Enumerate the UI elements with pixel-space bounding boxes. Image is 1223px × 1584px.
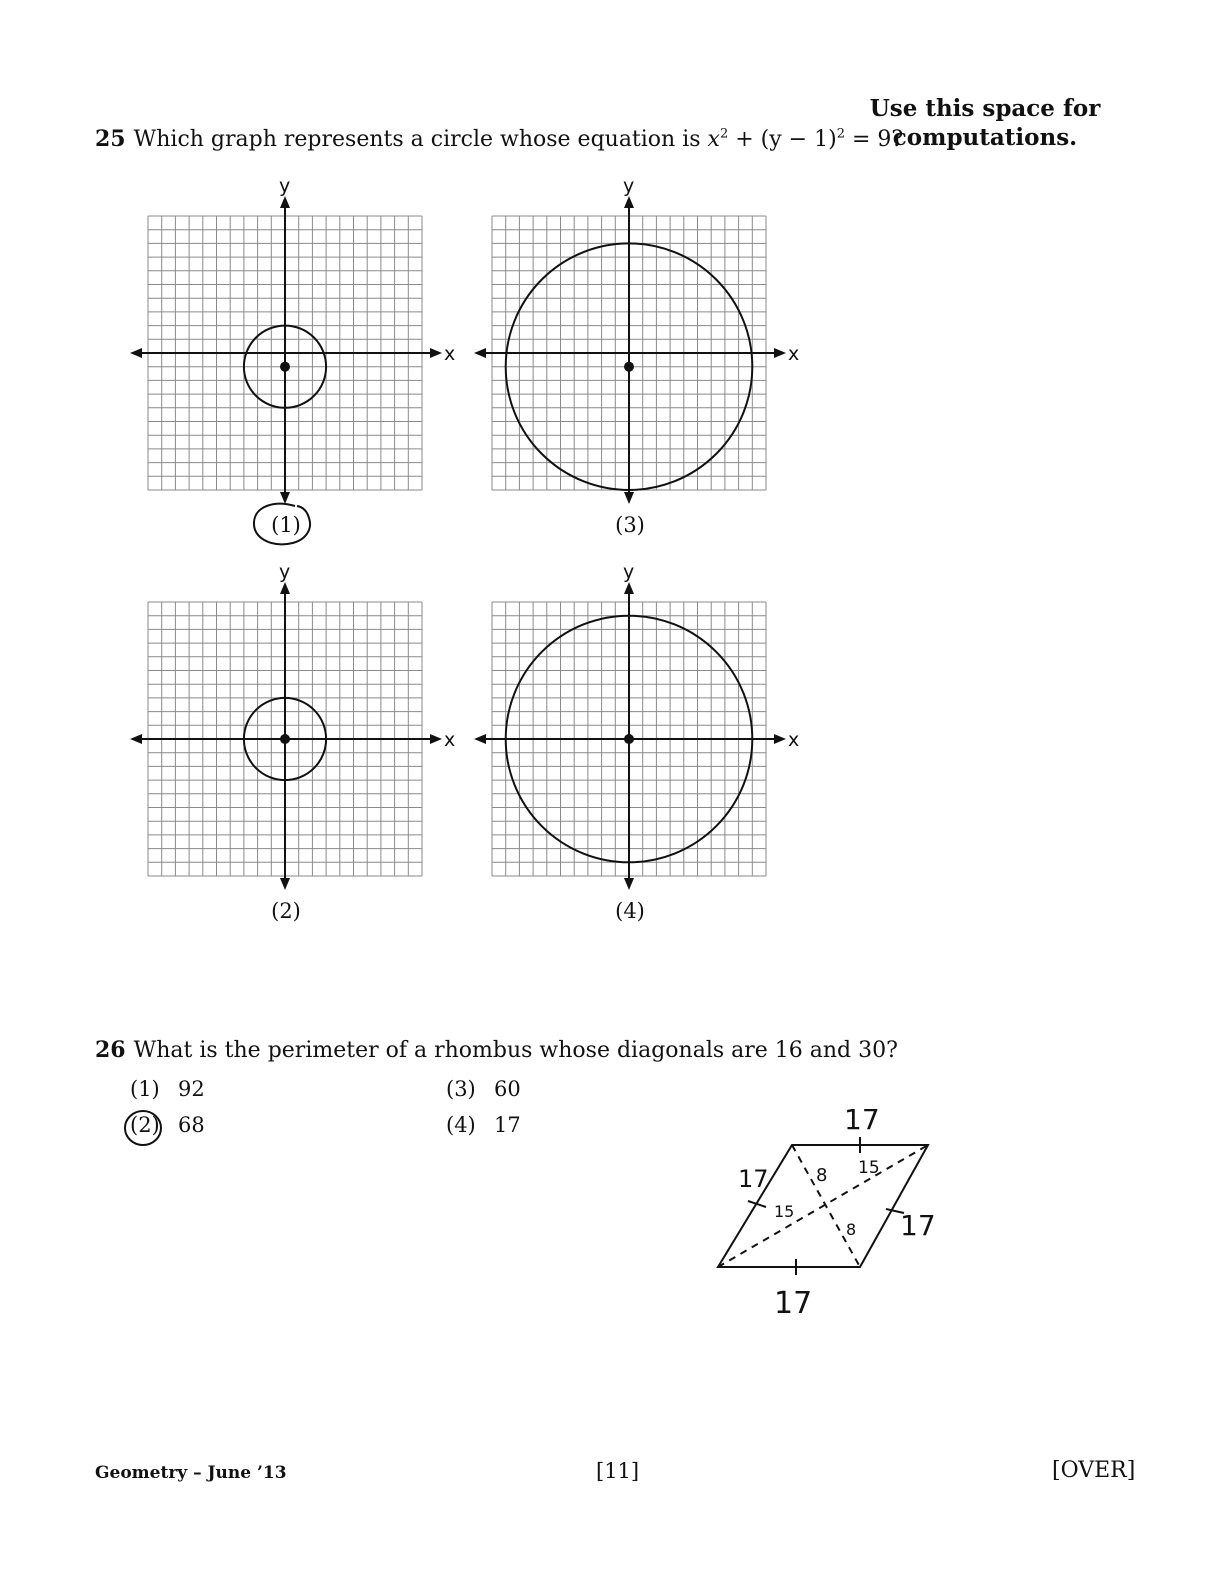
question-number: 25 [95,126,126,152]
arrow-up-icon [280,582,290,594]
choice-number: (1) [130,1077,160,1101]
x-axis-label: x [444,343,456,365]
equation-exponent: 2 [719,126,729,142]
question-text: What is the perimeter of a rhombus whose diagonals are 16 and 30? [133,1038,898,1063]
graph-option-2[interactable] [120,556,460,916]
arrow-up-icon [624,196,634,208]
graph-label-3: (3) [615,513,645,537]
sketch-label-side: 17 [774,1286,813,1321]
arrow-left-icon [474,734,486,744]
coordinate-grid [120,170,460,530]
circle-center-point [624,734,634,744]
answer-circle-mark [120,1106,170,1150]
choice-value: 17 [494,1113,521,1137]
equation-middle: + (y − 1) [728,127,837,152]
y-axis-label: y [623,561,635,583]
sketch-label-side: 17 [738,1165,769,1193]
y-axis-label: y [279,175,291,197]
sketch-label-half-diagonal: 8 [816,1165,828,1186]
x-axis-label: x [444,729,456,751]
graph-label-1: (1) [271,513,301,537]
answer-choice-1[interactable] [130,1077,205,1101]
choice-number: (3) [446,1077,476,1101]
arrow-down-icon [624,492,634,504]
coordinate-grid [464,556,804,916]
equation-x: x [707,127,720,152]
sketch-label-side: 17 [844,1103,880,1136]
graph-option-3[interactable] [464,170,804,530]
arrow-right-icon [774,348,786,358]
arrow-right-icon [430,734,442,744]
arrow-left-icon [474,348,486,358]
short-diagonal [792,1145,860,1267]
choice-value: 92 [178,1077,205,1101]
answer-choice-4[interactable] [446,1113,521,1137]
x-axis-label: x [788,343,800,365]
y-axis-label: y [623,175,635,197]
question-text: Which graph represents a circle whose equation is [133,127,708,152]
graph-option-4[interactable] [464,556,804,916]
graph-label-4: (4) [615,899,645,923]
circle-center-point [280,734,290,744]
choice-value: 60 [494,1077,521,1101]
footer-exam-title: Geometry – June ’13 [95,1463,287,1483]
coordinate-grid [120,556,460,916]
x-axis-label: x [788,729,800,751]
long-diagonal [718,1145,928,1267]
computation-note-line2: computations. [892,124,1078,151]
sketch-label-half-diagonal: 15 [858,1158,880,1178]
arrow-left-icon [130,734,142,744]
answer-choice-3[interactable] [446,1077,521,1101]
choice-value: 68 [178,1113,205,1137]
question-number: 26 [95,1037,126,1063]
equation-exponent: 2 [836,126,845,142]
sketch-label-side: 17 [900,1209,936,1242]
answer-circle-mark [245,498,320,550]
arrow-left-icon [130,348,142,358]
equation-end: = 9? [844,127,904,152]
question-25-stem [95,126,903,152]
rhombus-sketch [700,1095,960,1330]
y-axis-label: y [279,561,291,583]
graph-option-1[interactable] [120,170,460,530]
choice-number: (4) [446,1113,476,1137]
coordinate-grid [464,170,804,530]
arrow-up-icon [624,582,634,594]
arrow-down-icon [280,878,290,890]
computation-note-line1: Use this space for [869,95,1101,122]
graph-label-2: (2) [271,899,301,923]
sketch-label-half-diagonal: 8 [846,1220,857,1239]
arrow-up-icon [280,196,290,208]
arrow-right-icon [774,734,786,744]
circle-center-point [624,362,634,372]
arrow-right-icon [430,348,442,358]
footer-over: [OVER] [1052,1458,1136,1483]
question-26-stem [95,1037,898,1063]
choice-number: (2) [130,1113,160,1137]
arrow-down-icon [624,878,634,890]
footer-page-number: [11] [596,1459,640,1483]
circle-center-point [280,362,290,372]
sketch-label-half-diagonal: 15 [774,1202,795,1221]
